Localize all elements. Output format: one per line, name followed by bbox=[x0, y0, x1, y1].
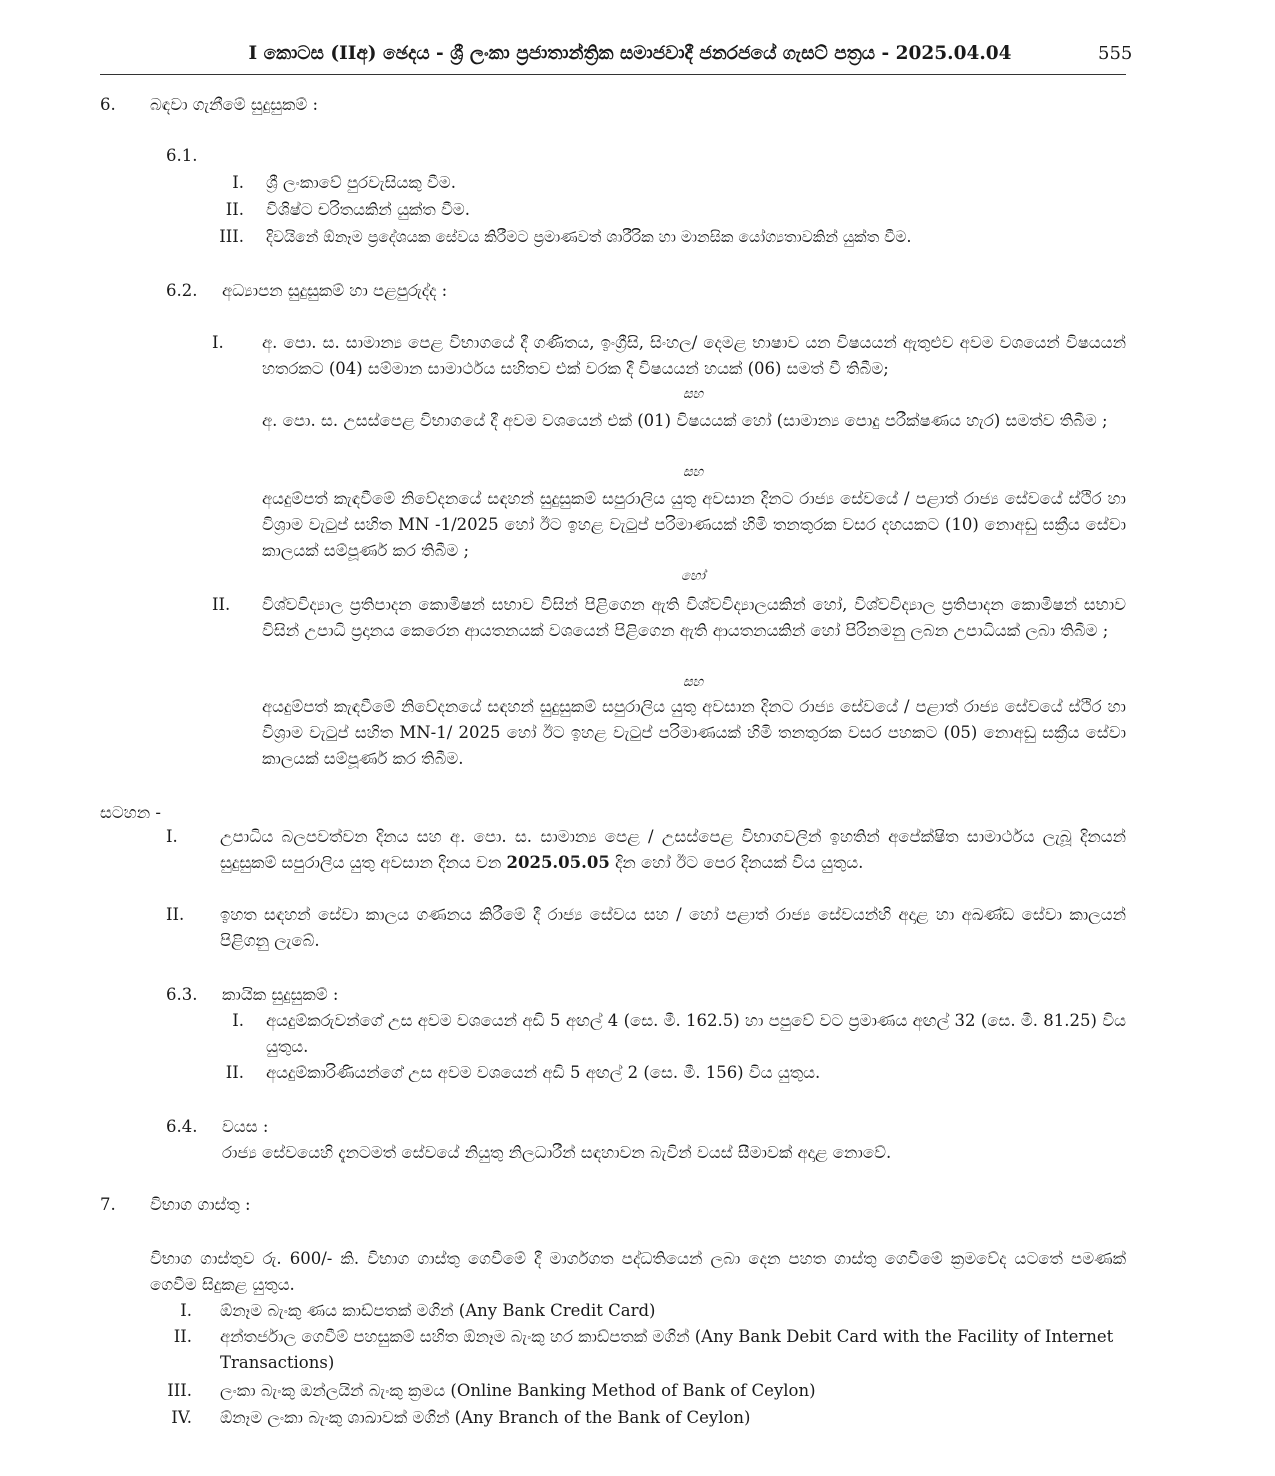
page-number: 555 bbox=[1098, 43, 1133, 64]
item-6-2-ii-paragraph-1: විශ්වවිද්‍යාල ප්‍රතිපාදන කොමිෂන් සභාව විසින් පිළිගෙන ඇති විශ්වවිද්‍යාලයකින් හෝ, විශ්වවිද්‍යාල ප්‍රතිපාදන කොමිෂන් සභාව විසින් උපාධි ප්‍රදානය කෙරෙන ආයතනයක් වශයෙන් පිළිගෙන ඇති ආයතනයකින් හෝ පිරිනමනු ලබන උපාධියක් ලබා තිබීම ; bbox=[262, 595, 1126, 640]
gazette-header-title: I කොටස (IIඅ) ඡෙදය - ශ්‍රී ලංකා ප්‍රජාතාන්ත්‍රික සමාජවාදී ජනරජයේ ගැසට් පත්‍රය - 2025.04.04 bbox=[248, 43, 1012, 64]
item-6-2-ii-paragraph-2: අයදුම්පත් කැඳවීමේ නිවේදනයේ සඳහන් සුදුසුකම් සපුරාලිය යුතු අවසාන දිනට රාජ්‍ය සේවයේ / පළාත් රාජ්‍ය සේවයේ ස්ථිර හා විශ්‍රාම වැටුප් සහිත MN-1/ 2025 හෝ ඊට ඉහළ වැටුප් පරිමාණයක් හිමි තනතුරක වසර පහකට (05) නොඅඩු සක්‍රීය සේවා කාලයක් සම්පූර්ණ කර තිබීම. bbox=[262, 697, 1126, 768]
note-i-number: I. bbox=[166, 827, 178, 846]
section-6-1-number: 6.1. bbox=[166, 146, 198, 165]
note-i-text: උපාධිය බලපවත්වන දිනය සහ අ. පො. ස. සාමාන්‍ය පෙළ / උසස්පෙළ විභාගවලින් ඉහතින් අපේක්ෂිත සාමාර්ථය ලැබූ දිනයන් සුදුසුකම් සපුරාලිය යුතු අවසාන දිනය වන 2025.05.05 දින හෝ ඊට පෙර දිනයක් විය යුතුය. bbox=[220, 827, 1126, 872]
fee-method-iv-number: IV. bbox=[171, 1408, 192, 1427]
item-6-1-iii-number: III. bbox=[219, 227, 244, 246]
conjunction-saha-2: සහ bbox=[682, 464, 704, 480]
section-7-title: විභාග ගාස්තු : bbox=[150, 1195, 251, 1214]
fee-method-i-text: ඕනෑම බැංකු ණය කාඩ්පතක් මගින් (Any Bank Credit Card) bbox=[220, 1301, 656, 1320]
section-6-4-number: 6.4. bbox=[166, 1117, 198, 1136]
note-i-date: 2025.05.05 bbox=[506, 853, 610, 872]
section-6-4-title: වයස : bbox=[222, 1117, 269, 1136]
item-6-2-i-paragraph-2: අ. පො. ස. උසස්පෙළ විභාගයේ දී අවම වශයෙන් එක් (01) විෂයයක් හෝ (සාමාන්‍ය පොදු පරීක්ෂණය හැර) සමත්ව තිබීම ; bbox=[262, 411, 1108, 430]
fee-method-iii-text: ලංකා බැංකු ඔන්ලයින් බැංකු ක්‍රමය (Online Banking Method of Bank of Ceylon) bbox=[220, 1381, 816, 1400]
header-divider bbox=[100, 74, 1126, 75]
section-6-4-text: රාජ්‍ය සේවයෙහි දැනටමත් සේවයේ නියුතු නිලධාරීන් සඳහාවන බැවින් වයස් සීමාවක් අදාළ නොවේ. bbox=[222, 1143, 892, 1162]
section-6-3-title: කායික සුදුසුකම් : bbox=[222, 985, 339, 1004]
item-6-3-ii-text: අයදුම්කාරිණියන්ගේ උස අවම වශයෙන් අඩි 5 අඟල් 2 (සෙ. මී. 156) විය යුතුය. bbox=[266, 1063, 821, 1082]
section-6-2-title: අධ්‍යාපන සුදුසුකම් හා පළපුරුද්ද : bbox=[222, 281, 448, 300]
fee-method-ii-text: අන්තර්ජාල ගෙවීම් පහසුකම් සහිත ඕනෑම බැංකු හර කාඩ්පතක් මගින් (Any Bank Debit Card with the Facility of Internet Transactions) bbox=[220, 1327, 1114, 1372]
fee-method-iii-number: III. bbox=[167, 1381, 192, 1400]
fee-method-ii-number: II. bbox=[173, 1327, 192, 1346]
item-6-2-i-paragraph-3: අයදුම්පත් කැඳවීමේ නිවේදනයේ සඳහන් සුදුසුකම් සපුරාලිය යුතු අවසාන දිනට රාජ්‍ය සේවයේ / පළාත් රාජ්‍ය සේවයේ ස්ථිර හා විශ්‍රාම වැටුප් සහිත MN -1/2025 හෝ ඊට ඉහළ වැටුප් පරිමාණයක් හිමි තනතුරක වසර දහයකට (10) නොඅඩු සක්‍රීය සේවා කාලයක් සම්පූර්ණ කර තිබීම ; bbox=[262, 489, 1126, 560]
section-6-number: 6. bbox=[100, 95, 116, 114]
note-ii-number: II. bbox=[166, 905, 185, 924]
item-6-3-ii-number: II. bbox=[225, 1063, 244, 1082]
section-7-number: 7. bbox=[100, 1195, 116, 1214]
note-ii-text: ඉහත සඳහන් සේවා කාලය ගණනය කිරීමේ දී රාජ්‍ය සේවය සහ / හෝ පළාත් රාජ්‍ය සේවයන්හි අදාළ හා අඛණ්ඩ සේවා කාලයන් පිළිගනු ලැබේ. bbox=[220, 905, 1126, 950]
section-6-2-number: 6.2. bbox=[166, 281, 198, 300]
item-6-1-ii-text: විශිෂ්ට චරිතයකින් යුක්ත වීම. bbox=[266, 200, 470, 219]
conjunction-saha-1: සහ bbox=[682, 386, 704, 402]
conjunction-ho: හෝ bbox=[680, 568, 706, 584]
item-6-3-i-number: I. bbox=[232, 1011, 244, 1030]
item-6-2-ii-number: II. bbox=[212, 595, 231, 614]
fee-method-iv-text: ඕනෑම ලංකා බැංකු ශාඛාවක් මගින් (Any Branch of the Bank of Ceylon) bbox=[220, 1408, 751, 1427]
item-6-2-i-paragraph-1: අ. පො. ස. සාමාන්‍ය පෙළ විභාගයේ දී ගණිතය, ඉංග්‍රීසි, සිංහල/ දෙමළ භාෂාව යන විෂයයන් ඇතුළුව අවම වශයෙන් විෂයයන් හතරකට (04) සම්මාන සාමාර්ථය සහිතව එක් වරක දී විෂයයන් හයක් (06) සමත් වී තිබීම; bbox=[262, 333, 1126, 378]
item-6-2-i-number: I. bbox=[212, 333, 224, 352]
fee-method-i-number: I. bbox=[180, 1301, 192, 1320]
item-6-3-i-text: අයදුම්කරුවන්ගේ උස අවම වශයෙන් අඩි 5 අඟල් 4 (සෙ. මී. 162.5) හා පපුවේ වට ප්‍රමාණය අඟල් 32 (සෙ. මී. 81.25) විය යුතුය. bbox=[266, 1011, 1126, 1056]
section-6-title: බඳවා ගැනීමේ සුදුසුකම් : bbox=[150, 95, 319, 114]
section-6-3-number: 6.3. bbox=[166, 985, 198, 1004]
note-label: සටහන - bbox=[100, 803, 161, 822]
item-6-1-iii-text: දිවයිනේ ඕනෑම ප්‍රදේශයක සේවය කිරීමට ප්‍රමාණවත් ශාරීරික හා මානසික යෝග්‍යතාවකින් යුක්ත වීම. bbox=[266, 228, 912, 246]
conjunction-saha-3: සහ bbox=[682, 674, 704, 690]
item-6-1-i-text: ශ්‍රී ලංකාවේ පුරවැසියකු වීම. bbox=[266, 173, 456, 192]
item-6-1-ii-number: II. bbox=[225, 200, 244, 219]
item-6-1-i-number: I. bbox=[232, 173, 244, 192]
section-7-intro: විභාග ගාස්තුව රු. 600/- කි. විභාග ගාස්තු ගෙවීමේ දී මාර්ගගත පද්ධතියෙන් ලබා දෙන පහත ගාස්තු ගෙවීමේ ක්‍රමවේද යටතේ පමණක් ගෙවීම සිදුකළ යුතුය. bbox=[150, 1249, 1126, 1294]
